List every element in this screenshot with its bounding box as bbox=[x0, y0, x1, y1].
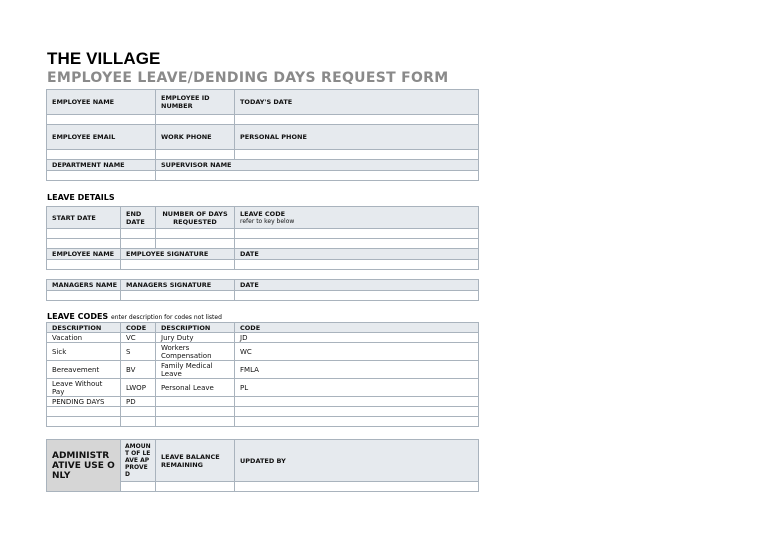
code-description: Bereavement bbox=[47, 361, 121, 379]
employee-signature-label: EMPLOYEE SIGNATURE bbox=[121, 249, 235, 260]
code-value: PD bbox=[121, 397, 156, 407]
managers-date-label: DATE bbox=[235, 280, 479, 291]
updated-by-label: UPDATED BY bbox=[235, 440, 479, 482]
code-description: Sick bbox=[47, 343, 121, 361]
leave-details-table bbox=[46, 206, 479, 270]
leave-employee-name-field[interactable] bbox=[47, 260, 121, 270]
code-value-field[interactable] bbox=[235, 397, 479, 407]
department-name-label: DEPARTMENT NAME bbox=[47, 160, 156, 171]
code-value: FMLA bbox=[235, 361, 479, 379]
employee-date-field[interactable] bbox=[235, 260, 479, 270]
form-subtitle: EMPLOYEE LEAVE/DENDING DAYS REQUEST FORM bbox=[47, 70, 449, 86]
managers-date-field[interactable] bbox=[235, 291, 479, 301]
leave-balance-field[interactable] bbox=[156, 482, 235, 492]
code-value: S bbox=[121, 343, 156, 361]
work-phone-label: WORK PHONE bbox=[156, 125, 235, 150]
amount-approved-field[interactable] bbox=[121, 482, 156, 492]
code-value: PL bbox=[235, 379, 479, 397]
code-value: VC bbox=[121, 333, 156, 343]
column-header: DESCRIPTION bbox=[47, 323, 121, 333]
employee-signature-field[interactable] bbox=[121, 260, 235, 270]
column-header: CODE bbox=[121, 323, 156, 333]
admin-table bbox=[46, 439, 479, 492]
employee-email-label: EMPLOYEE EMAIL bbox=[47, 125, 156, 150]
column-header: CODE bbox=[235, 323, 479, 333]
supervisor-name-field[interactable] bbox=[156, 171, 479, 181]
amount-approved-label: AMOUNT OF LEAVE APPROVED bbox=[121, 440, 156, 482]
code-description-field[interactable] bbox=[156, 397, 235, 407]
column-header: DESCRIPTION bbox=[156, 323, 235, 333]
personal-phone-label: PERSONAL PHONE bbox=[235, 125, 479, 150]
code-value-field[interactable] bbox=[235, 417, 479, 427]
work-phone-field[interactable] bbox=[156, 150, 235, 160]
number-of-days-field[interactable] bbox=[156, 229, 235, 239]
department-name-field[interactable] bbox=[47, 171, 156, 181]
supervisor-name-label: SUPERVISOR NAME bbox=[156, 160, 479, 171]
start-date-field-2[interactable] bbox=[47, 239, 121, 249]
code-description: Family Medical Leave bbox=[156, 361, 235, 379]
start-date-field[interactable] bbox=[47, 229, 121, 239]
managers-name-field[interactable] bbox=[47, 291, 121, 301]
leave-code-note: refer to key below bbox=[240, 218, 295, 225]
todays-date-field[interactable] bbox=[235, 115, 479, 125]
updated-by-field[interactable] bbox=[235, 482, 479, 492]
end-date-field[interactable] bbox=[121, 229, 156, 239]
leave-balance-label: LEAVE BALANCE REMAINING bbox=[156, 440, 235, 482]
code-value-field[interactable] bbox=[235, 407, 479, 417]
code-description: PENDING DAYS bbox=[47, 397, 121, 407]
page-title: THE VILLAGE bbox=[47, 49, 161, 68]
code-description-field[interactable] bbox=[156, 407, 235, 417]
leave-details-heading: LEAVE DETAILS bbox=[47, 193, 115, 202]
leave-code-field[interactable] bbox=[235, 229, 479, 239]
code-value: BV bbox=[121, 361, 156, 379]
leave-employee-name-label: EMPLOYEE NAME bbox=[47, 249, 121, 260]
end-date-label: END DATE bbox=[121, 207, 156, 229]
leave-code-title: LEAVE CODE bbox=[240, 210, 286, 218]
code-description: Personal Leave bbox=[156, 379, 235, 397]
leave-code-label bbox=[235, 207, 479, 229]
managers-signature-field[interactable] bbox=[121, 291, 235, 301]
leave-codes-title: LEAVE CODES bbox=[47, 312, 109, 321]
managers-signature-label: MANAGERS SIGNATURE bbox=[121, 280, 235, 291]
start-date-label: START DATE bbox=[47, 207, 121, 229]
number-of-days-field-2[interactable] bbox=[156, 239, 235, 249]
employee-date-label: DATE bbox=[235, 249, 479, 260]
leave-codes-table bbox=[46, 322, 479, 427]
leave-codes-heading bbox=[47, 312, 222, 321]
todays-date-label: TODAY'S DATE bbox=[235, 90, 479, 115]
leave-codes-note: enter description for codes not listed bbox=[111, 314, 222, 321]
code-description-field[interactable] bbox=[47, 417, 121, 427]
managers-name-label: MANAGERS NAME bbox=[47, 280, 121, 291]
number-of-days-label: NUMBER OF DAYS REQUESTED bbox=[156, 207, 235, 229]
employee-name-field[interactable] bbox=[47, 115, 156, 125]
managers-table bbox=[46, 279, 479, 301]
code-value-field[interactable] bbox=[121, 417, 156, 427]
code-description-field[interactable] bbox=[47, 407, 121, 417]
code-description: Leave Without Pay bbox=[47, 379, 121, 397]
employee-id-label: EMPLOYEE ID NUMBER bbox=[156, 90, 235, 115]
leave-code-field-2[interactable] bbox=[235, 239, 479, 249]
personal-phone-field[interactable] bbox=[235, 150, 479, 160]
employee-id-field[interactable] bbox=[156, 115, 235, 125]
code-value: JD bbox=[235, 333, 479, 343]
employee-email-field[interactable] bbox=[47, 150, 156, 160]
code-description-field[interactable] bbox=[156, 417, 235, 427]
admin-use-only-label: ADMINISTRATIVE USE ONLY bbox=[47, 440, 121, 492]
employee-info-table bbox=[46, 89, 479, 181]
code-description: Workers Compensation bbox=[156, 343, 235, 361]
code-description: Jury Duty bbox=[156, 333, 235, 343]
code-description: Vacation bbox=[47, 333, 121, 343]
employee-name-label: EMPLOYEE NAME bbox=[47, 90, 156, 115]
end-date-field-2[interactable] bbox=[121, 239, 156, 249]
code-value: LWOP bbox=[121, 379, 156, 397]
code-value-field[interactable] bbox=[121, 407, 156, 417]
code-value: WC bbox=[235, 343, 479, 361]
